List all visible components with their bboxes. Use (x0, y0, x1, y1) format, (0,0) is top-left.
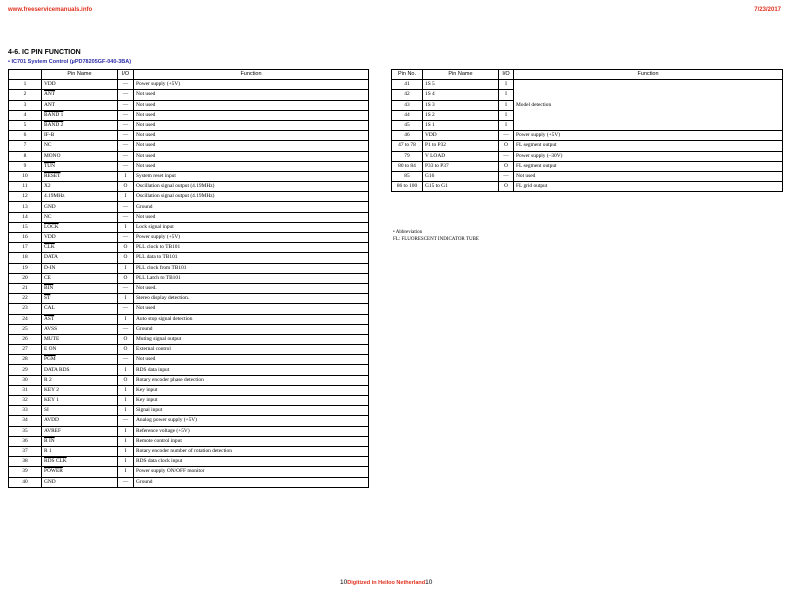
pin-name: GND (42, 477, 118, 487)
table-row (392, 80, 783, 90)
pin-function: Not used (134, 120, 369, 130)
pin-name: P1 to P32 (423, 141, 499, 151)
pin-number: 37 (9, 446, 42, 456)
pin-io: I (118, 426, 134, 436)
pin-name: POWER (42, 467, 118, 477)
pin-io: O (118, 375, 134, 385)
pin-name: G15 to G1 (423, 182, 499, 192)
page-number-repeat: 10 (425, 579, 433, 586)
pin-name: 4.19MHz (42, 192, 118, 202)
table-row (9, 385, 369, 395)
table-row (9, 446, 369, 456)
table-row (9, 243, 369, 253)
table-row (9, 171, 369, 181)
pin-io: — (118, 477, 134, 487)
col-header-function: Function (134, 70, 369, 80)
pin-function: PLL data to TB101 (134, 253, 369, 263)
pin-number: 7 (9, 141, 42, 151)
pin-name: $\overline{PGM}$ (42, 355, 118, 365)
pin-io: — (118, 324, 134, 334)
pin-name: $\overline{ST}$ (42, 294, 118, 304)
pin-number: 30 (9, 375, 42, 385)
table-row (9, 182, 369, 192)
pin-function: Not used (514, 171, 783, 181)
table-row (9, 222, 369, 232)
table-row (9, 304, 369, 314)
pin-table-right (391, 69, 783, 192)
pin-io: O (118, 182, 134, 192)
pin-function: Model detection (514, 80, 783, 131)
pin-function: Not used (134, 131, 369, 141)
pin-number: 45 (392, 120, 423, 130)
pin-io: O (499, 161, 514, 171)
table-row (9, 141, 369, 151)
table-row (9, 100, 369, 110)
pin-function: Not used (134, 141, 369, 151)
pin-io: I (118, 385, 134, 395)
pin-number: 8 (9, 151, 42, 161)
pin-name: 1S 2 (423, 110, 499, 120)
pin-name: BAND 2 (42, 120, 118, 130)
section-subtitle: • IC701 System Control (µPD78205GF-040-3BA) (8, 59, 132, 65)
pin-name: 1S 3 (423, 100, 499, 110)
page-footer (340, 579, 432, 586)
pin-function: Key input (134, 396, 369, 406)
pin-io: I (118, 457, 134, 467)
pin-function: Not used (134, 100, 369, 110)
table-row (9, 436, 369, 446)
pin-number: 14 (9, 212, 42, 222)
table-row (9, 80, 369, 90)
col-header-no (9, 70, 42, 80)
table-row (9, 283, 369, 293)
section-title: 4-6. IC PIN FUNCTION (8, 49, 81, 56)
pin-number: 3 (9, 100, 42, 110)
table-row (9, 263, 369, 273)
pin-name: ANT (42, 100, 118, 110)
pin-name: RDS CLK (42, 457, 118, 467)
pin-name: IF-B (42, 131, 118, 141)
pin-io: I (118, 192, 134, 202)
col-header-pin-name: Pin Name (42, 70, 118, 80)
pin-function: External control (134, 345, 369, 355)
pin-io: I (118, 294, 134, 304)
table-header-row (392, 70, 783, 80)
pin-io: — (118, 304, 134, 314)
col-header-io: I/O (499, 70, 514, 80)
table-row (392, 161, 783, 171)
pin-io: I (118, 446, 134, 456)
pin-number: 31 (9, 385, 42, 395)
pin-table-left (8, 69, 369, 488)
pin-number: 10 (9, 171, 42, 181)
pin-function: PLL Latch to TB101 (134, 273, 369, 283)
pin-number: 27 (9, 345, 42, 355)
pin-name: $\overline{TUN}$ (42, 161, 118, 171)
pin-io: — (118, 355, 134, 365)
pin-number: 26 (9, 334, 42, 344)
pin-number: 16 (9, 233, 42, 243)
pin-number: 35 (9, 426, 42, 436)
pin-function: Signal input (134, 406, 369, 416)
pin-function: Analog power supply (+5V) (134, 416, 369, 426)
pin-function: Key input (134, 385, 369, 395)
pin-number: 29 (9, 365, 42, 375)
pin-io: I (118, 436, 134, 446)
table-row (9, 334, 369, 344)
pin-io: I (499, 120, 514, 130)
pin-io: — (118, 110, 134, 120)
pin-io: — (118, 131, 134, 141)
pin-function: PLL clock to TB101 (134, 243, 369, 253)
table-row (9, 467, 369, 477)
pin-function: Not used (134, 151, 369, 161)
pin-number: 85 (392, 171, 423, 181)
table-row (9, 131, 369, 141)
table-row (9, 426, 369, 436)
pin-io: — (118, 120, 134, 130)
table-row (9, 355, 369, 365)
pin-function: RDS data clock input (134, 457, 369, 467)
pin-name: AVSS (42, 324, 118, 334)
pin-name: E ON (42, 345, 118, 355)
pin-name: DATA RDS (42, 365, 118, 375)
pin-function: Muting signal output (134, 334, 369, 344)
pin-io: — (118, 151, 134, 161)
table-row (392, 141, 783, 151)
table-row (9, 314, 369, 324)
table-row (392, 131, 783, 141)
table-row (9, 294, 369, 304)
pin-function: FL grid output (514, 182, 783, 192)
table-header-row (9, 70, 369, 80)
pin-number: 23 (9, 304, 42, 314)
pin-name: NC (42, 141, 118, 151)
table-row (9, 253, 369, 263)
pin-name: NC (42, 212, 118, 222)
pin-number: 36 (9, 436, 42, 446)
table-row (9, 396, 369, 406)
pin-io: I (118, 171, 134, 181)
table-row (9, 192, 369, 202)
pin-io: — (118, 283, 134, 293)
pin-number: 18 (9, 253, 42, 263)
pin-io: I (118, 314, 134, 324)
pin-number: 46 (392, 131, 423, 141)
pin-number: 43 (392, 100, 423, 110)
pin-name: KEY 1 (42, 396, 118, 406)
pin-name: X2 (42, 182, 118, 192)
table-row (9, 233, 369, 243)
pin-function: Ground (134, 477, 369, 487)
pin-name: GND (42, 202, 118, 212)
pin-io: — (118, 212, 134, 222)
pin-number: 47 to 78 (392, 141, 423, 151)
pin-function: Lock signal input (134, 222, 369, 232)
pin-number: 34 (9, 416, 42, 426)
pin-number: 6 (9, 131, 42, 141)
pin-number: 5 (9, 120, 42, 130)
pin-name: R 1 (42, 446, 118, 456)
pin-function: Power supply (+5V) (514, 131, 783, 141)
pin-name: VDD (42, 80, 118, 90)
col-header-pin-name: Pin Name (423, 70, 499, 80)
pin-function: Not used (134, 161, 369, 171)
pin-number: 28 (9, 355, 42, 365)
digitized-watermark: Digitized in Heiloo Netherland (347, 580, 426, 586)
table-row (9, 212, 369, 222)
table-row (9, 324, 369, 334)
pin-io: I (118, 263, 134, 273)
pin-name: 1S 4 (423, 90, 499, 100)
pin-name: R 2 (42, 375, 118, 385)
pin-function: Not used (134, 110, 369, 120)
table-row (9, 90, 369, 100)
pin-io: — (118, 416, 134, 426)
pin-number: 11 (9, 182, 42, 192)
abbreviation-text: FL: FLUORESCENT INDICATOR TUBE (393, 236, 479, 242)
pin-io: O (499, 182, 514, 192)
pin-number: 20 (9, 273, 42, 283)
pin-io: O (118, 334, 134, 344)
pin-function: Stereo display detection. (134, 294, 369, 304)
pin-number: 2 (9, 90, 42, 100)
pin-function: RDS data input (134, 365, 369, 375)
pin-io: — (118, 90, 134, 100)
pin-number: 38 (9, 457, 42, 467)
pin-name: LOCK (42, 222, 118, 232)
table-row (392, 182, 783, 192)
pin-io: I (118, 396, 134, 406)
pin-name: DATA (42, 253, 118, 263)
col-header-pin-no: Pin No. (392, 70, 423, 80)
pin-io: I (118, 365, 134, 375)
pin-name: MONO (42, 151, 118, 161)
pin-io: — (499, 131, 514, 141)
pin-function: Not used (134, 90, 369, 100)
pin-io: — (499, 151, 514, 161)
pin-function: Rotary encoder number of rotation detection (134, 446, 369, 456)
pin-name: 1S 1 (423, 120, 499, 130)
table-row (9, 202, 369, 212)
pin-name: BAND 1 (42, 110, 118, 120)
pin-io: I (499, 80, 514, 90)
pin-name: CAL (42, 304, 118, 314)
pin-function: Not used (134, 212, 369, 222)
pin-number: 19 (9, 263, 42, 273)
abbreviation-title: • Abbreviation (393, 230, 423, 235)
pin-io: I (499, 100, 514, 110)
site-watermark: www.freeservicemanuals.info (8, 7, 93, 13)
pin-function: System reset input (134, 171, 369, 181)
table-row (9, 477, 369, 487)
pin-name: 1S 5 (423, 80, 499, 90)
pin-io: O (499, 141, 514, 151)
pin-function: Reference voltage (+5V) (134, 426, 369, 436)
col-header-function: Function (514, 70, 783, 80)
pin-io: I (499, 90, 514, 100)
table-row (9, 457, 369, 467)
pin-number: 33 (9, 406, 42, 416)
table-row (9, 375, 369, 385)
pin-name: $\overline{CLK}$ (42, 243, 118, 253)
pin-function: Power supply ON/OFF monitor (134, 467, 369, 477)
pin-name: G16 (423, 171, 499, 181)
pin-number: 13 (9, 202, 42, 212)
pin-number: 25 (9, 324, 42, 334)
pin-name: $\overline{AST}$ (42, 314, 118, 324)
pin-name: AVDD (42, 416, 118, 426)
pin-name: CE (42, 273, 118, 283)
pin-io: I (118, 406, 134, 416)
pin-io: — (118, 233, 134, 243)
table-row (9, 416, 369, 426)
pin-io: O (118, 243, 134, 253)
pin-number: 21 (9, 283, 42, 293)
pin-function: Power supply (–30V) (514, 151, 783, 161)
abbreviation-note (393, 230, 479, 243)
table-row (9, 273, 369, 283)
table-row (9, 365, 369, 375)
pin-name: R IN (42, 436, 118, 446)
pin-number: 80 to 84 (392, 161, 423, 171)
pin-number: 40 (9, 477, 42, 487)
pin-name: SI (42, 406, 118, 416)
pin-number: 1 (9, 80, 42, 90)
pin-number: 86 to 100 (392, 182, 423, 192)
pin-number: 12 (9, 192, 42, 202)
pin-number: 4 (9, 110, 42, 120)
table-row (392, 171, 783, 181)
pin-io: I (118, 467, 134, 477)
table-row (9, 110, 369, 120)
pin-io: O (118, 273, 134, 283)
pin-function: Not used. (134, 283, 369, 293)
pin-function: Not used (134, 355, 369, 365)
pin-function: PLL clock from TB101 (134, 263, 369, 273)
pin-io: — (118, 161, 134, 171)
pin-io: — (118, 80, 134, 90)
pin-function: Oscillation signal output (4.19MHz) (134, 182, 369, 192)
pin-name: V LOAD (423, 151, 499, 161)
pin-function: FL segment output (514, 161, 783, 171)
pin-name: $\overline{BIN}$ (42, 283, 118, 293)
pin-number: 79 (392, 151, 423, 161)
table-row (9, 406, 369, 416)
pin-io: I (499, 110, 514, 120)
pin-name: VDD (423, 131, 499, 141)
pin-function: Ground (134, 202, 369, 212)
pin-number: 41 (392, 80, 423, 90)
pin-function: Rotary encoder phase detection (134, 375, 369, 385)
pin-io: — (118, 100, 134, 110)
pin-name: P33 to P37 (423, 161, 499, 171)
col-header-io: I/O (118, 70, 134, 80)
pin-name: RESET (42, 171, 118, 181)
pin-number: 9 (9, 161, 42, 171)
pin-number: 44 (392, 110, 423, 120)
pin-number: 42 (392, 90, 423, 100)
pin-io: O (118, 345, 134, 355)
pin-function: FL segment output (514, 141, 783, 151)
pin-io: — (499, 171, 514, 181)
pin-function: Oscillation signal output (4.19MHz) (134, 192, 369, 202)
table-row (9, 345, 369, 355)
pin-name: VDD (42, 233, 118, 243)
pin-number: 22 (9, 294, 42, 304)
pin-name: MUTE (42, 334, 118, 344)
pin-number: 39 (9, 467, 42, 477)
pin-number: 17 (9, 243, 42, 253)
pin-io: I (118, 222, 134, 232)
pin-function: Auto stop signal detection (134, 314, 369, 324)
pin-function: Power supply (+5V) (134, 80, 369, 90)
pin-io: — (118, 141, 134, 151)
pin-number: 24 (9, 314, 42, 324)
table-row (392, 151, 783, 161)
date-stamp: 7/23/2017 (754, 7, 781, 13)
pin-name: $\overline{ANT}$ (42, 90, 118, 100)
pin-function: Remote control input (134, 436, 369, 446)
table-row (9, 161, 369, 171)
pin-name: AVREF (42, 426, 118, 436)
pin-name: KEY 2 (42, 385, 118, 395)
table-row (9, 120, 369, 130)
pin-function: Power supply (+5V) (134, 233, 369, 243)
pin-name: D-IN (42, 263, 118, 273)
pin-io: O (118, 253, 134, 263)
page-number: 10 (340, 579, 348, 586)
pin-io: — (118, 202, 134, 212)
pin-function: Not used (134, 304, 369, 314)
pin-number: 32 (9, 396, 42, 406)
pin-number: 15 (9, 222, 42, 232)
pin-function: Ground (134, 324, 369, 334)
table-row (9, 151, 369, 161)
